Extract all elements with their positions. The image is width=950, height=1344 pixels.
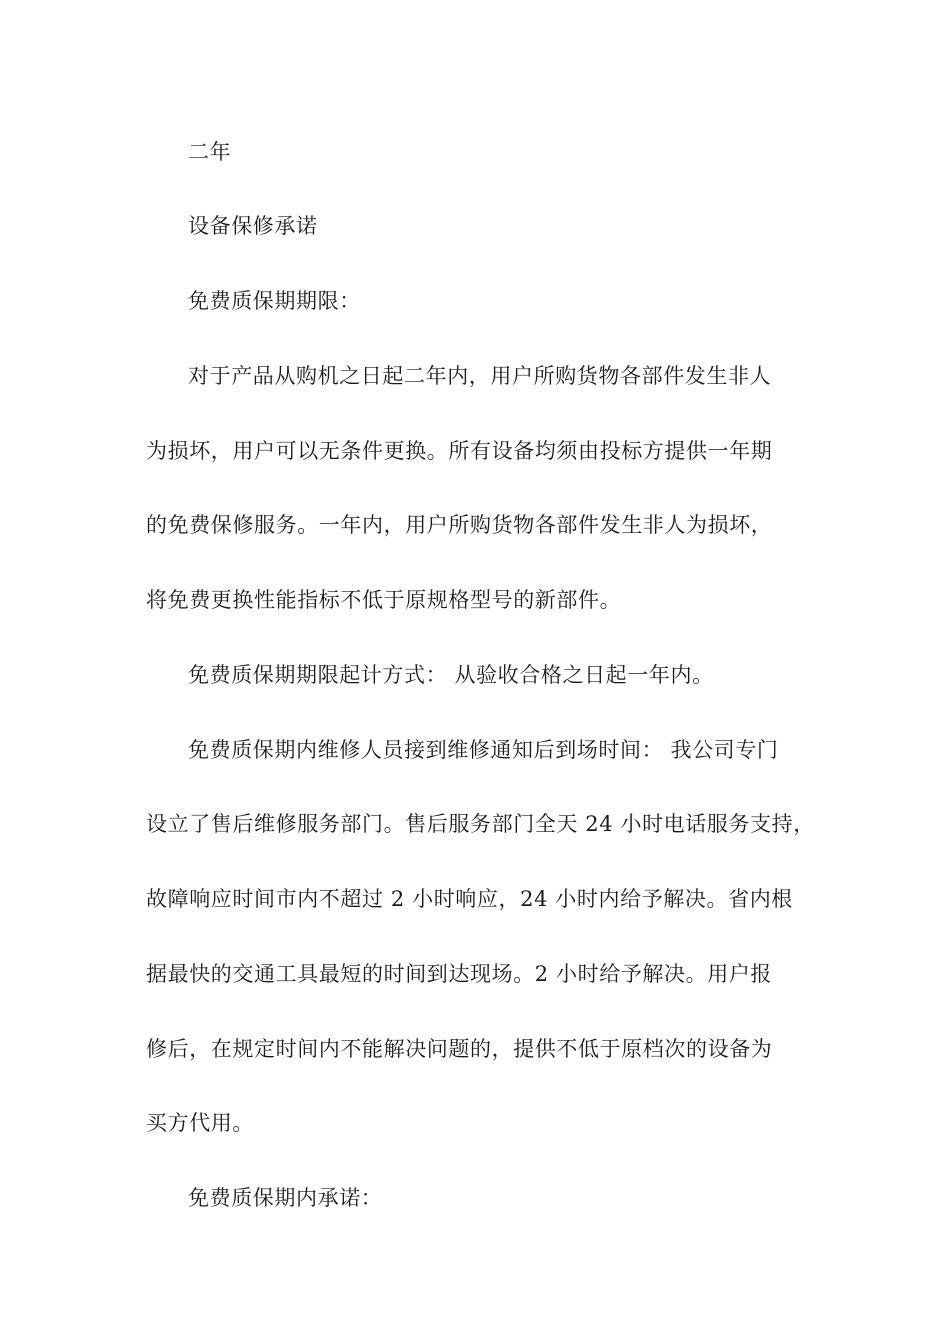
paragraph-text-line: 故障响应时间市内不超过 2 小时响应，24 小时内给予解决。省内根 [146,887,793,911]
paragraph-text-line: 免费质保期内维修人员接到维修通知后到场时间： 我公司专门 [188,738,779,762]
paragraph-heading-warranty-commitment: 设备保修承诺 [188,214,318,238]
paragraph-text-line: 的免费保修服务。一年内，用户所购货物各部件发生非人为损坏， [146,513,773,537]
paragraph-text-line: 据最快的交通工具最短的时间到达现场。2 小时给予解决。用户报 [146,962,773,986]
paragraph-heading-two-years: 二年 [188,140,232,164]
paragraph-warranty-commitment-label: 免费质保期内承诺： [188,1186,383,1210]
paragraph-text-line: 将免费更换性能指标不低于原规格型号的新部件。 [146,588,622,612]
paragraph-warranty-start-method: 免费质保期期限起计方式： 从验收合格之日起一年内。 [188,663,714,687]
paragraph-text-line: 修后，在规定时间内不能解决问题的，提供不低于原档次的设备为 [146,1037,773,1061]
paragraph-text-line: 对于产品从购机之日起二年内，用户所购货物各部件发生非人 [188,364,772,388]
paragraph-text-line: 设立了售后维修服务部门。售后服务部门全天 24 小时电话服务支持， [146,812,815,836]
paragraph-warranty-period-label: 免费质保期期限： [188,289,361,313]
paragraph-text-line: 买方代用。 [146,1111,254,1135]
paragraph-text-line: 为损坏，用户可以无条件更换。所有设备均须由投标方提供一年期 [146,439,773,463]
